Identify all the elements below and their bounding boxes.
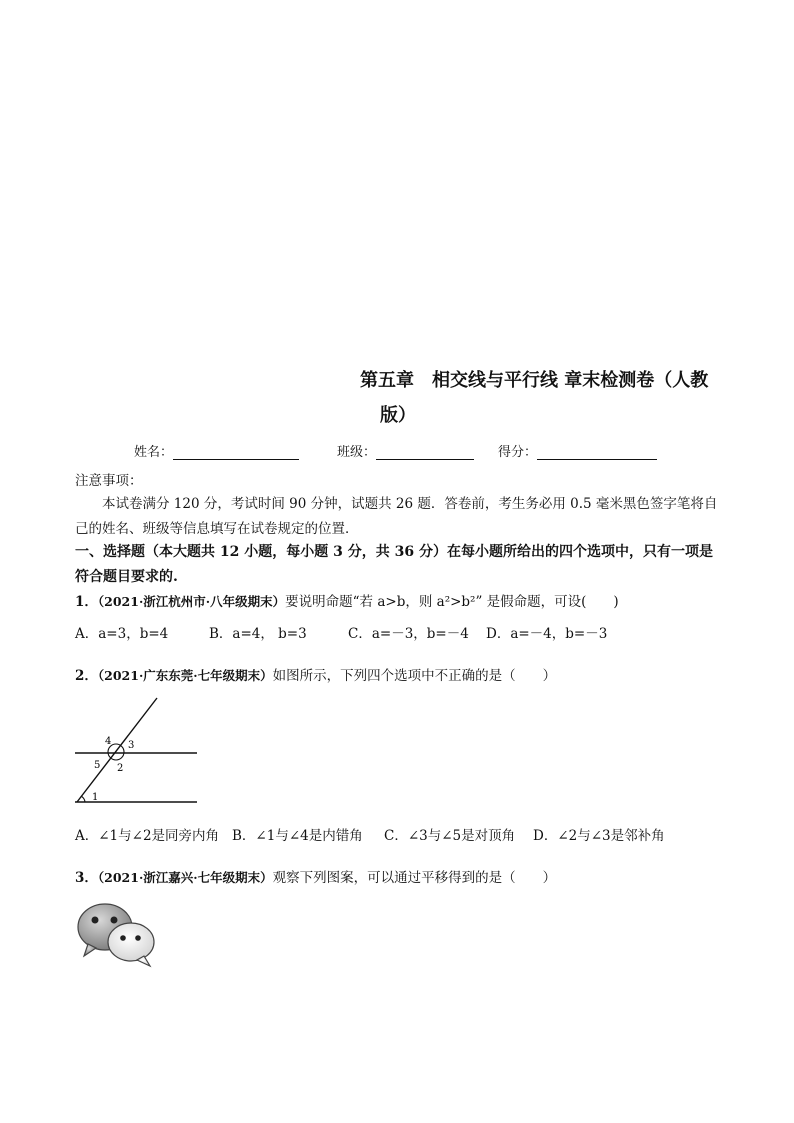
notice-heading: 注意事项： <box>75 473 143 489</box>
option-b: B．∠1与∠4是内错角 <box>232 828 363 844</box>
question-3 <box>75 866 556 886</box>
question-stem: 如图所示，下列四个选项中不正确的是（ ） <box>272 668 557 684</box>
name-blank <box>173 445 299 460</box>
question-source: （2021·浙江嘉兴·七年级期末） <box>97 870 273 885</box>
class-blank <box>376 445 474 460</box>
label-1: 1 <box>92 792 99 803</box>
question-stem: 观察下列图案，可以通过平移得到的是（ ） <box>272 870 557 886</box>
class-field <box>337 441 474 460</box>
question-number: 3． <box>75 870 98 886</box>
option-d: D．∠2与∠3是邻补角 <box>533 828 665 844</box>
question-number: 2． <box>75 668 98 684</box>
label-2: 2 <box>117 763 124 774</box>
option-b: B．a=4， b=3 <box>209 626 307 642</box>
angle-figure <box>70 696 205 808</box>
label-3: 3 <box>128 740 135 751</box>
score-field <box>498 441 657 460</box>
chat-bubble-icon <box>74 900 164 970</box>
name-field <box>134 441 299 460</box>
question-2 <box>75 664 556 684</box>
option-d: D．a=－4，b=－3 <box>486 626 608 642</box>
section-heading: 一、选择题（本大题共 12 小题，每小题 3 分，共 36 分）在每小题所给出的四个选项中，只有一项是符合题目要求的. <box>75 544 713 585</box>
question-number: 1． <box>75 594 98 610</box>
name-label: 姓名： <box>134 445 174 460</box>
option-a: A．a=3，b=4 <box>75 626 169 642</box>
question-stem: 要说明命题“若 a>b，则 a²>b²” 是假命题，可设( ) <box>285 594 619 610</box>
angle-1-arc <box>81 796 85 802</box>
class-label: 班级： <box>337 445 377 460</box>
page-title-continued: 版） <box>380 405 416 426</box>
score-label: 得分： <box>498 445 538 460</box>
label-4: 4 <box>105 736 112 747</box>
question-source: （2021·浙江杭州市·八年级期末） <box>97 594 286 609</box>
option-c: C．a=－3，b=－4 <box>348 626 469 642</box>
option-a: A．∠1与∠2是同旁内角 <box>75 828 220 844</box>
page-title: 第五章 相交线与平行线 章末检测卷（人教 <box>360 370 709 391</box>
label-5: 5 <box>94 760 101 771</box>
transversal-line <box>77 698 157 802</box>
question-1 <box>75 590 619 610</box>
score-blank <box>537 445 657 460</box>
option-c: C．∠3与∠5是对顶角 <box>384 828 516 844</box>
question-source: （2021·广东东莞·七年级期末） <box>97 668 273 683</box>
notice-body: 本试卷满分 120 分，考试时间 90 分钟，试题共 26 题．答卷前，考生务必用 0.5 毫米黑色签字笔将自己的姓名、班级等信息填写在试卷规定的位置． <box>75 496 718 537</box>
